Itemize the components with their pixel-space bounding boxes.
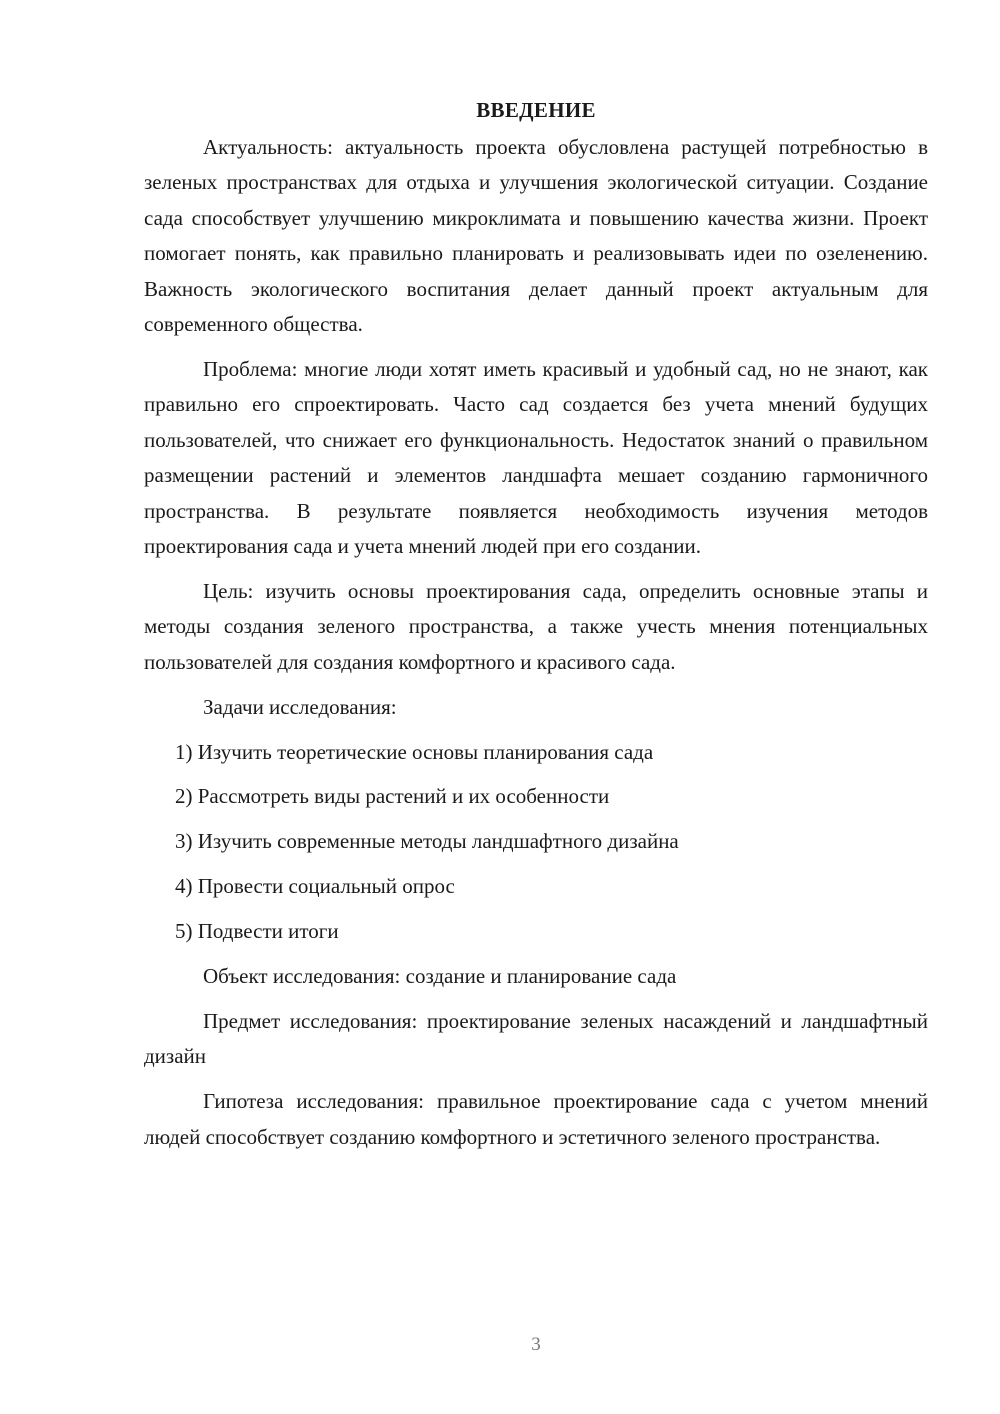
list-item: 5) Подвести итоги [175,919,339,944]
tasks-heading: Задачи исследования: [203,694,397,719]
page-number: 3 [531,1334,541,1355]
list-item: 1) Изучить теоретические основы планирования сада [175,739,654,764]
page-title: ВВЕДЕНИЕ [476,98,596,122]
goal-paragraph: Цель: изучить основы проектирования сада, определить основные этапы и методы создания зеленого пространства, а также учесть мнения потенциальных пользователей для создания комфортного и красивого сада. [144,578,928,674]
document-page [144,92,928,1165]
list-item: 3) Изучить современные методы ландшафтного дизайна [175,829,679,854]
list-item: 2) Рассмотреть виды растений и их особенности [175,784,610,809]
problem-paragraph: Проблема: многие люди хотят иметь красивый и удобный сад, но не знают, как правильно его спроектировать. Часто сад создается без учета мнений будущих пользователей, что снижает его функциональность. Недостаток знаний о правильном размещении растений и элементов ландшафта мешает созданию гармоничного пространства. В результате появляется необходимость изучения методов проектирования сада и учета мнений людей при его создании. [144,356,928,558]
subject-paragraph: Предмет исследования: проектирование зеленых насаждений и ландшафтный дизайн [144,1008,928,1069]
object-paragraph: Объект исследования: создание и планирование сада [203,964,677,989]
hypothesis-paragraph: Гипотеза исследования: правильное проектирование сада с учетом мнений людей способствует созданию комфортного и эстетичного зеленого пространства. [144,1089,928,1149]
relevance-paragraph: Актуальность: актуальность проекта обусловлена растущей потребностью в зеленых пространствах для отдыха и улучшения экологической ситуации. Создание сада способствует улучшению микроклимата и повышению качества жизни. Проект помогает понять, как правильно планировать и реализовывать идеи по озеленению. Важность экологического воспитания делает данный проект актуальным для современного общества. [144,135,928,337]
list-item: 4) Провести социальный опрос [175,874,455,899]
tasks-list [144,735,928,950]
